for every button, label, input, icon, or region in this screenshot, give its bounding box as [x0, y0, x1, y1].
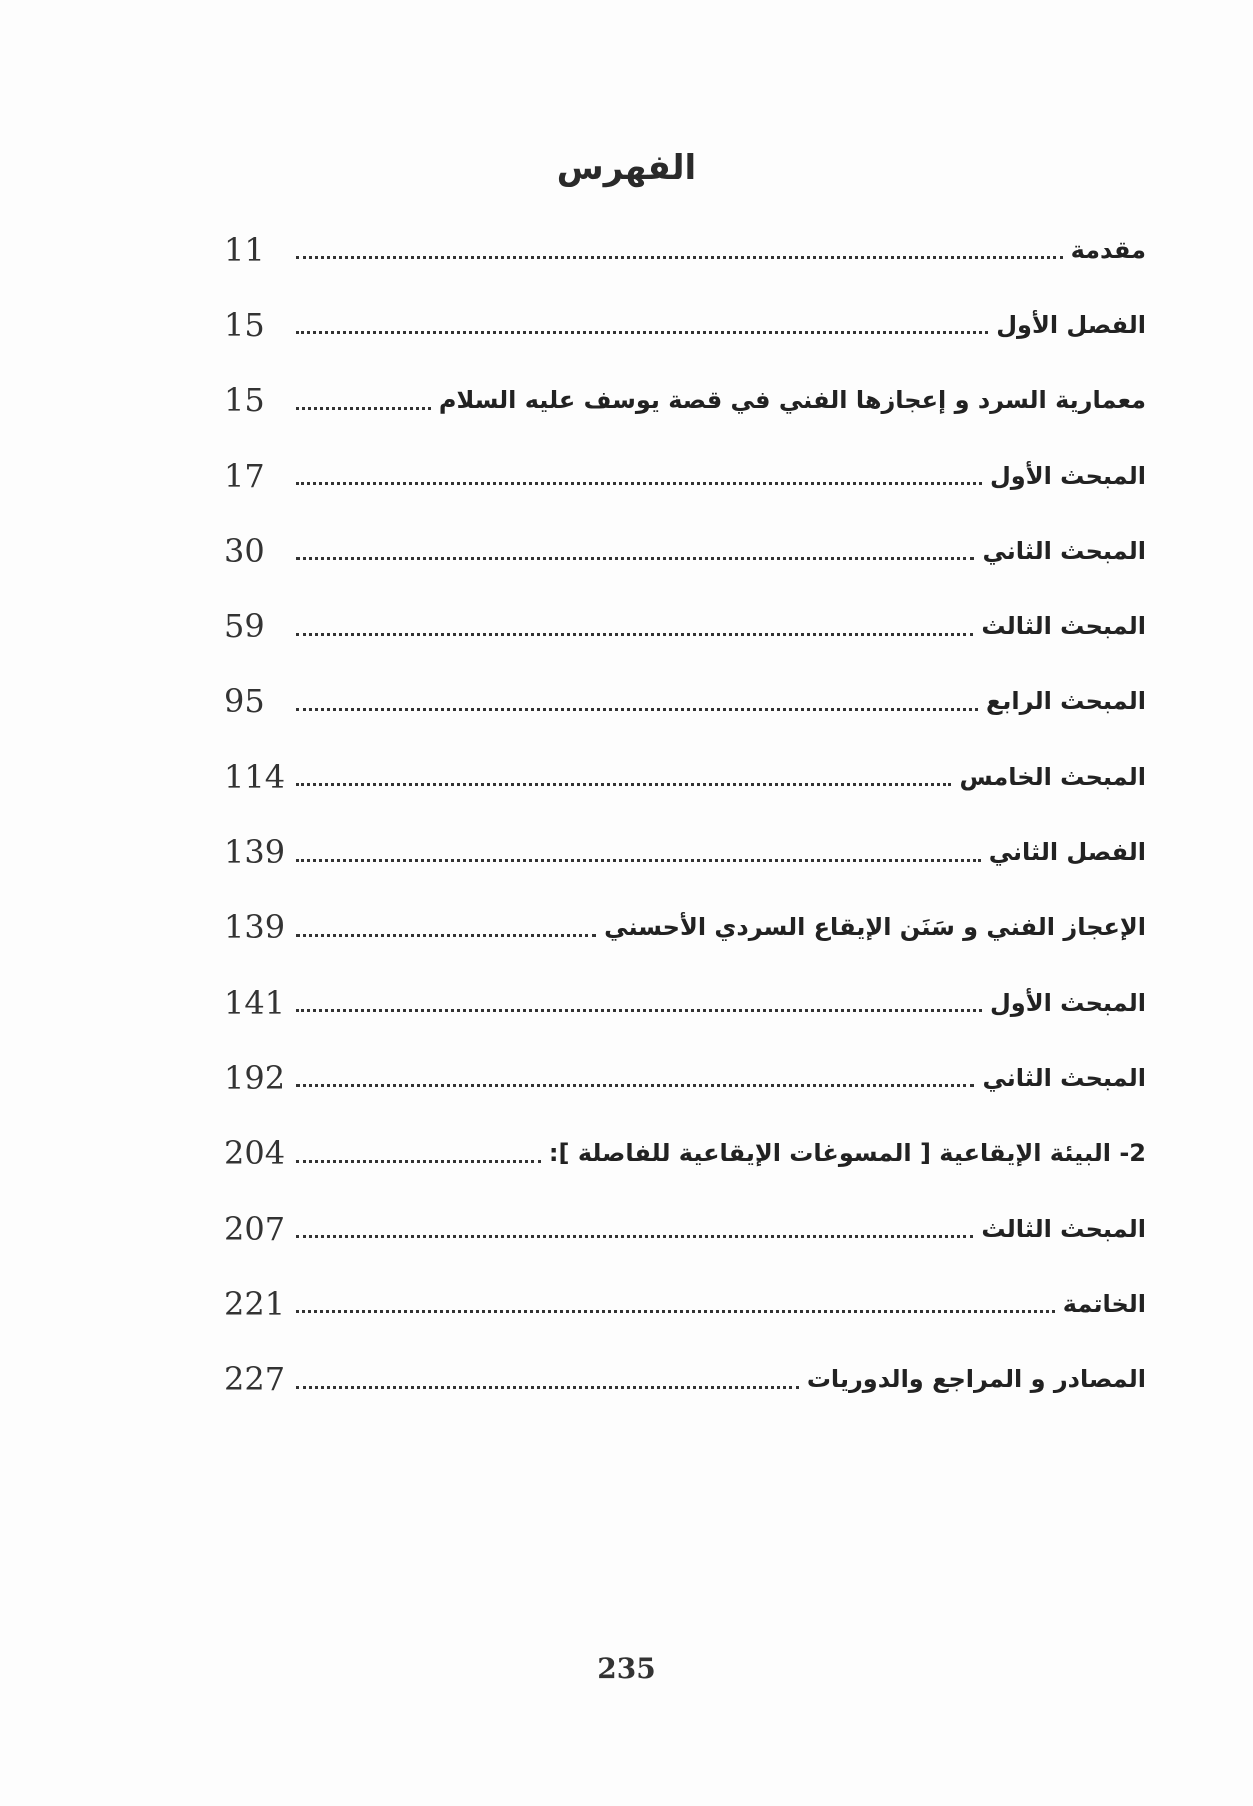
toc-entry	[224, 212, 1146, 287]
dot-leader	[296, 256, 1063, 259]
toc-entry-label: المبحث الرابع	[986, 687, 1146, 716]
toc-entry-label: المبحث الأول	[989, 988, 1146, 1017]
toc-entry-label: الإعجاز الفني و سَنَن الإيقاع السردي الأحسني	[604, 913, 1146, 942]
toc-entry	[224, 1266, 1146, 1341]
toc-page-number: 17	[224, 456, 265, 495]
dot-leader	[296, 708, 978, 711]
toc-entry-label: المبحث الخامس	[959, 762, 1146, 791]
toc-entry	[224, 1040, 1146, 1115]
dot-leader	[296, 1310, 1055, 1313]
toc-page-number: 139	[224, 908, 286, 947]
dot-leader	[296, 1160, 541, 1163]
toc-entry-label: المبحث الثالث	[981, 1214, 1146, 1243]
dot-leader	[296, 1235, 973, 1238]
toc-entry-label: المبحث الأول	[989, 461, 1146, 490]
dot-leader	[296, 331, 988, 334]
toc-entry	[224, 664, 1146, 739]
toc-page-number: 114	[224, 757, 286, 796]
toc-entry-label: مقدمة	[1070, 235, 1146, 264]
table-of-contents	[224, 212, 1146, 1417]
toc-page-number: 207	[224, 1209, 286, 1248]
toc-page-number: 192	[224, 1058, 286, 1097]
toc-page-number: 95	[224, 682, 265, 721]
toc-entry	[224, 739, 1146, 814]
toc-entry-label: المصادر و المراجع والدوريات	[806, 1365, 1146, 1394]
toc-page-number: 11	[224, 230, 265, 269]
page-title: الفهرس	[556, 148, 697, 188]
dot-leader	[296, 1386, 799, 1389]
dot-leader	[296, 859, 981, 862]
toc-entry-label: المبحث الثالث	[981, 612, 1146, 641]
toc-entry-label: الفصل الأول	[996, 310, 1146, 339]
toc-page-number: 139	[224, 833, 286, 872]
toc-entry-label: المبحث الثاني	[982, 536, 1146, 565]
toc-entry	[224, 588, 1146, 663]
dot-leader	[296, 1009, 982, 1012]
toc-entry	[224, 1191, 1146, 1266]
toc-entry	[224, 1341, 1146, 1416]
toc-page-number: 15	[224, 381, 265, 420]
toc-page-number: 227	[224, 1360, 286, 1399]
toc-entry-label: معمارية السرد و إعجازها الفني في قصة يوسف عليه السلام	[438, 386, 1146, 415]
dot-leader	[296, 934, 596, 937]
toc-page-number: 15	[224, 305, 265, 344]
dot-leader	[296, 1084, 974, 1087]
toc-page-number: 59	[224, 607, 265, 646]
page-number: 235	[597, 1652, 656, 1685]
toc-entry-label: 2- البيئة الإيقاعية [ المسوغات الإيقاعية للفاصلة ]:	[548, 1139, 1146, 1168]
dot-leader	[296, 783, 951, 786]
toc-entry	[224, 814, 1146, 889]
toc-page-number: 204	[224, 1134, 286, 1173]
toc-entry	[224, 1116, 1146, 1191]
toc-entry	[224, 890, 1146, 965]
toc-entry	[224, 965, 1146, 1040]
toc-entry	[224, 438, 1146, 513]
toc-entry-label: المبحث الثاني	[982, 1063, 1146, 1092]
toc-entry	[224, 513, 1146, 588]
dot-leader	[296, 557, 974, 560]
toc-entry-label: الخاتمة	[1062, 1289, 1146, 1318]
toc-page-number: 221	[224, 1284, 286, 1323]
toc-page-number: 141	[224, 983, 286, 1022]
toc-entry	[224, 287, 1146, 362]
dot-leader	[296, 633, 973, 636]
dot-leader	[296, 407, 431, 410]
toc-entry	[224, 363, 1146, 438]
dot-leader	[296, 482, 982, 485]
toc-entry-label: الفصل الثاني	[988, 838, 1146, 867]
toc-page-number: 30	[224, 531, 265, 570]
